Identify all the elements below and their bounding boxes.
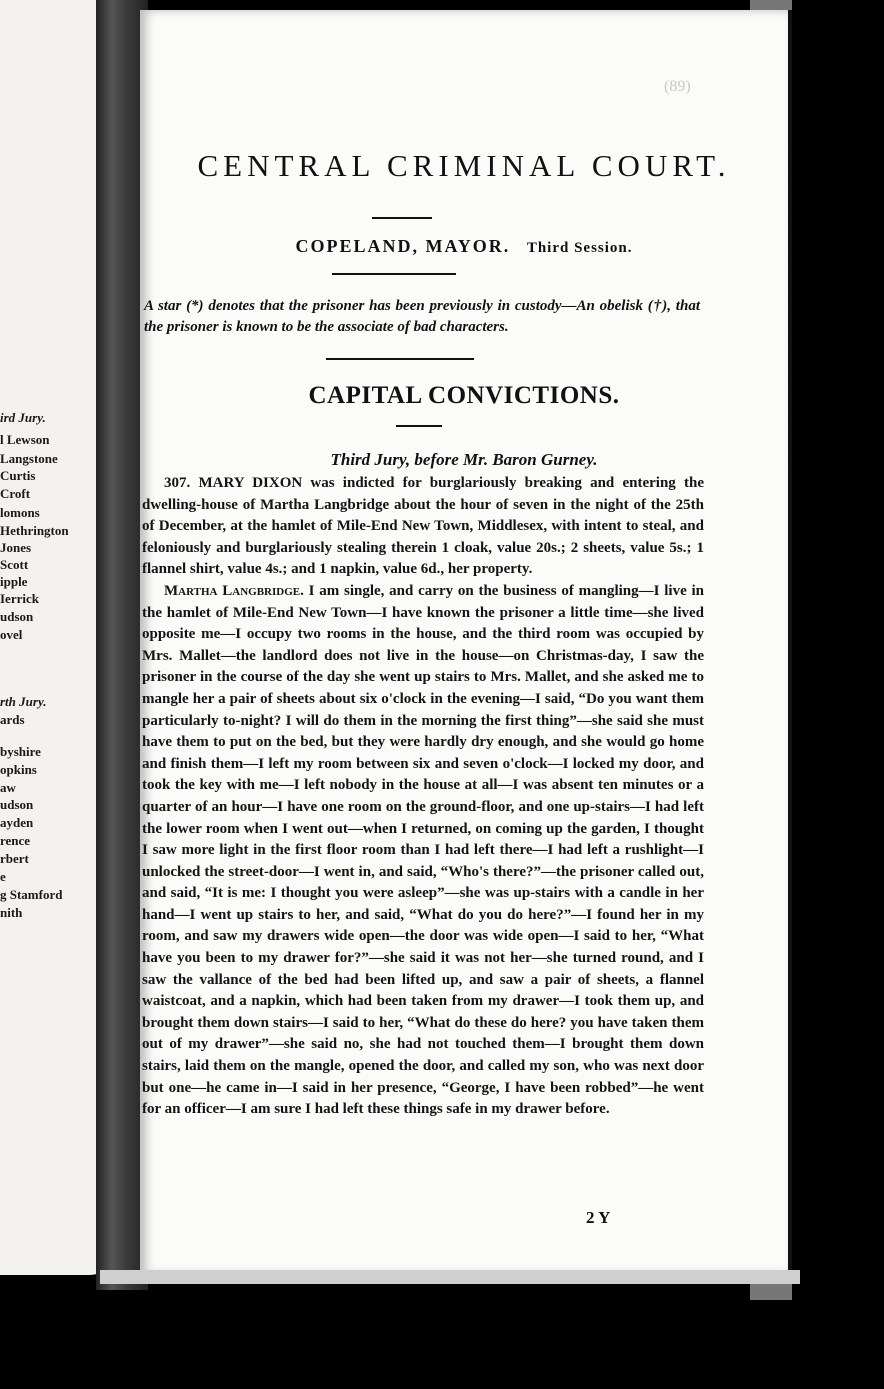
left-list-line: nith [0,905,23,920]
left-list-line: Scott [0,557,29,572]
left-list-line: lomons [0,505,40,520]
case-body [142,473,704,1121]
left-list-line: ird Jury. [0,410,46,425]
bleed-through-text [790,130,880,470]
left-list-line: udson [0,609,34,624]
mayor-name: COPELAND, MAYOR. [295,236,511,256]
session-label: Third Session. [526,240,633,256]
left-list-line: udson [0,797,34,812]
left-list-line: rbert [0,851,29,866]
mayor-line [140,236,788,257]
left-list-line: l Lewson [0,432,50,447]
jury-heading: Third Jury, before Mr. Baron Gurney. [330,450,598,469]
left-list-line: ovel [0,627,23,642]
right-page [140,10,792,1275]
left-list-line: Curtis [0,468,36,483]
left-list-line: Jones [0,540,32,555]
left-list-line: rth Jury. [0,694,47,709]
testimony-text: I am single, and carry on the business of mangling—I live in the hamlet of Mile-End New Town—I have known the prisoner a little time—she lived opposite me—I occupy two rooms in the house, and the third room was occupied by Mrs. Mallet—the landlord does not live in the house—on Christmas-day, I saw the prisoner in the course of the day she went up stairs to Mrs. Mallet, and she asked me to mangle her a pair of sheets about six o'clock in the evening—I said, “Do you want them particularly to-night? I will do them in the morning the first thing”—she said she must have them to put on the bed, but they were hardly dry enough, and she would go home and finish them—I left my room between six and seven o'clock—I locked my door, and took the key with me—I left nobody in the house at all—I was absent ten minutes or a quarter of an hour—I have one room on the ground-floor, and one up-stairs—I had left the lower room when I went out—when I returned, on coming up the garden, I thought I saw more light in the first floor room than I had left there—I had left a rushlight—I unlocked the street-door—I went in, and said, “Who's there?”—the prisoner called out, and said, “It is me: I thought you were asleep”—she was up-stairs with a candle in her hand—I went up stairs to her, and said, “What do you do here?”—I found her in my room, and saw my drawers wide open—the door was wide open—I said to her, “What have you been to my drawer for?”—she said it was not her—she turned round, and I saw the vallance of the bed had been lifted up, and saw a pair of sheets, a flannel waistcoat, and a napkin, which had been taken from my drawer—I took them up, and brought them down stairs—I said to her, “What do these do here? you have taken them out of my drawer”—she said no, she had not touched them—I brought them down stairs, laid them on the mangle, opened the door, and called my son, who was next door but one—he came in—I said in her presence, “George, I have been robbed”—he went for an officer—I am sure I had left these things safe in my drawer before. [142,582,704,1118]
left-list-line: ards [0,712,25,727]
left-list-line: Langstone [0,451,58,466]
left-list-line: Ierrick [0,591,39,606]
left-list-line: opkins [0,762,37,777]
indictment-text: MARY DIXON was indicted for burglariously breaking and entering the dwelling-house of Martha Langbridge about the hour of seven in the night of the 25th of December, at the hamlet of Mile-End New Town, Middlesex, with intent to steal, and feloniously and burglariously stealing therein 1 cloak, value 20s.; 2 sheets, value 5s.; 1 flannel shirt, value 4s.; and 1 napkin, value 6d., her property. [142,475,704,578]
court-title: CENTRAL CRIMINAL COURT. [197,148,731,183]
title-rule [372,217,432,219]
case-number: 307. [164,475,191,491]
left-list-line: rence [0,833,31,848]
left-list-line: Croft [0,486,31,501]
notice-rule [326,358,474,360]
page-bottom-edge [100,1270,800,1284]
left-list-line: byshire [0,744,41,759]
left-list-line: e [0,869,6,884]
signature-mark: 2 Y [586,1208,611,1227]
left-list-line: g Stamford [0,887,63,902]
section-title: CAPITAL CONVICTIONS. [308,382,620,409]
testimony-paragraph [142,581,704,1121]
left-list-line: aw [0,780,16,795]
section-rule [396,425,442,427]
witness-name: Martha Langbridge. [164,582,304,599]
faint-page-number: (89) [664,78,691,95]
left-list-line: ipple [0,574,28,589]
mayor-rule [332,273,456,275]
left-list-line: Hethrington [0,523,69,538]
notice-text: A star (*) denotes that the prisoner has been previously in custody—An obelisk (†), that the prisoner is known to be the associate of bad characters. [144,298,700,335]
left-list-line: ayden [0,815,34,830]
indictment-paragraph [142,473,704,581]
